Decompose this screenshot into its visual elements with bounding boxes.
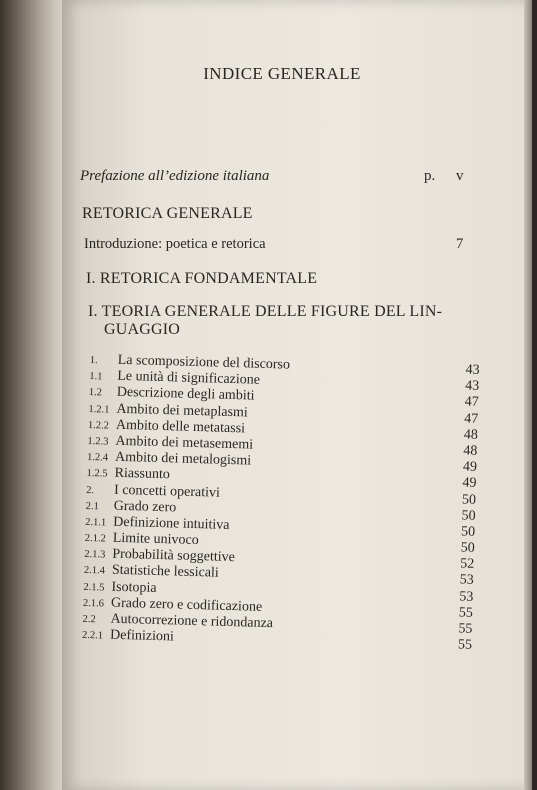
toc-entry-label: Probabilità soggettive — [112, 546, 236, 566]
toc-entry-label: Grado zero — [113, 498, 177, 516]
toc-entry-page: 48 — [463, 443, 478, 459]
toc-entry-page: 47 — [464, 394, 479, 411]
table-of-contents — [80, 0, 500, 790]
toc-entry-number: 2.1.2 — [84, 532, 106, 545]
toc-entry-page: 50 — [461, 508, 476, 524]
toc-entry-number: 2.2.1 — [81, 630, 104, 642]
preface-label: Prefazione all’edizione italiana — [80, 168, 270, 184]
toc-entry-page: 49 — [462, 475, 477, 492]
toc-entry-page: 55 — [457, 637, 473, 653]
intro-page: 7 — [456, 236, 464, 252]
toc-entry-number: 2.1.5 — [83, 581, 105, 594]
toc-entry-number: 1.2.4 — [86, 452, 109, 464]
toc-entry-page: 50 — [461, 491, 477, 508]
part-1-heading: I. RETORICA FONDAMENTALE — [86, 270, 318, 287]
chapter-1-heading-line1: I. TEORIA GENERALE DELLE FIGURE DEL LIN- — [88, 303, 443, 320]
toc-entry-label: Ambito delle metatassi — [115, 417, 246, 437]
toc-entry-number: 1.2.5 — [86, 468, 108, 480]
toc-entry-number: 1.2 — [88, 387, 103, 399]
toc-entry-label: Definizioni — [109, 627, 175, 645]
toc-entry-page: 55 — [458, 621, 473, 637]
page-edge — [524, 0, 532, 790]
toc-entry-label: Ambito dei metasememi — [115, 433, 254, 453]
toc-entry-number: 2.1.4 — [83, 565, 106, 577]
toc-entry-number: 2.1 — [85, 500, 99, 512]
toc-entry-label: Definizione intuitiva — [113, 514, 230, 533]
chapter-1-heading-line2: GUAGGIO — [104, 321, 181, 338]
toc-list — [82, 352, 480, 654]
toc-entry-label: Le unità di significazione — [117, 368, 261, 388]
toc-entry-page: 53 — [459, 589, 474, 605]
toc-entry-page: 50 — [460, 524, 476, 540]
toc-entry-label: Descrizione degli ambiti — [116, 385, 255, 404]
toc-entry-label: Statistiche lessicali — [111, 563, 219, 582]
toc-entry-number: 1. — [89, 354, 98, 367]
toc-entry-label: Autocorrezione e ridondanza — [110, 611, 274, 632]
toc-entry-page: 43 — [465, 362, 480, 378]
toc-entry-label: Isotopia — [111, 579, 157, 596]
toc-entry-page: 48 — [463, 427, 479, 443]
toc-entry-number: 2.1.6 — [82, 597, 105, 610]
toc-entry-number: 1.2.1 — [88, 403, 110, 416]
toc-entry-number: 2.2 — [82, 613, 96, 626]
index-title: INDICE GENERALE — [203, 64, 361, 83]
toc-entry-page: 55 — [458, 605, 474, 621]
section-retorica-generale: RETORICA GENERALE — [82, 205, 253, 222]
toc-entry-number: 1.2.3 — [87, 435, 109, 448]
toc-entry-number: 1.2.2 — [87, 419, 110, 432]
toc-entry-label: La scomposizione del discorso — [117, 352, 291, 373]
preface-p-marker: p. — [424, 168, 436, 184]
toc-entry-number: 1.1 — [89, 371, 103, 383]
toc-entry-number: 2. — [85, 484, 95, 496]
toc-entry-page: 50 — [460, 540, 475, 556]
toc-entry-page: 49 — [462, 459, 478, 475]
toc-entry-page: 53 — [459, 572, 474, 589]
toc-entry-label: Ambito dei metalogismi — [114, 449, 252, 469]
toc-entry-page: 52 — [460, 556, 475, 573]
intro-label: Introduzione: poetica e retorica — [84, 236, 266, 252]
toc-entry-page: 47 — [464, 411, 479, 427]
book-spine-shadow — [0, 0, 70, 790]
toc-entry-label: I concetti operativi — [113, 482, 221, 501]
toc-entry-number: 2.1.1 — [85, 516, 107, 529]
toc-entry-label: Grado zero e codificazione — [110, 595, 263, 615]
toc-entry-page: 43 — [464, 378, 480, 395]
preface-page: v — [456, 168, 464, 184]
toc-entry-number: 2.1.3 — [84, 549, 106, 561]
toc-entry-label: Limite univoco — [112, 530, 199, 549]
toc-entry-label: Riassunto — [114, 466, 171, 483]
toc-entry-label: Ambito dei metaplasmi — [116, 401, 249, 420]
